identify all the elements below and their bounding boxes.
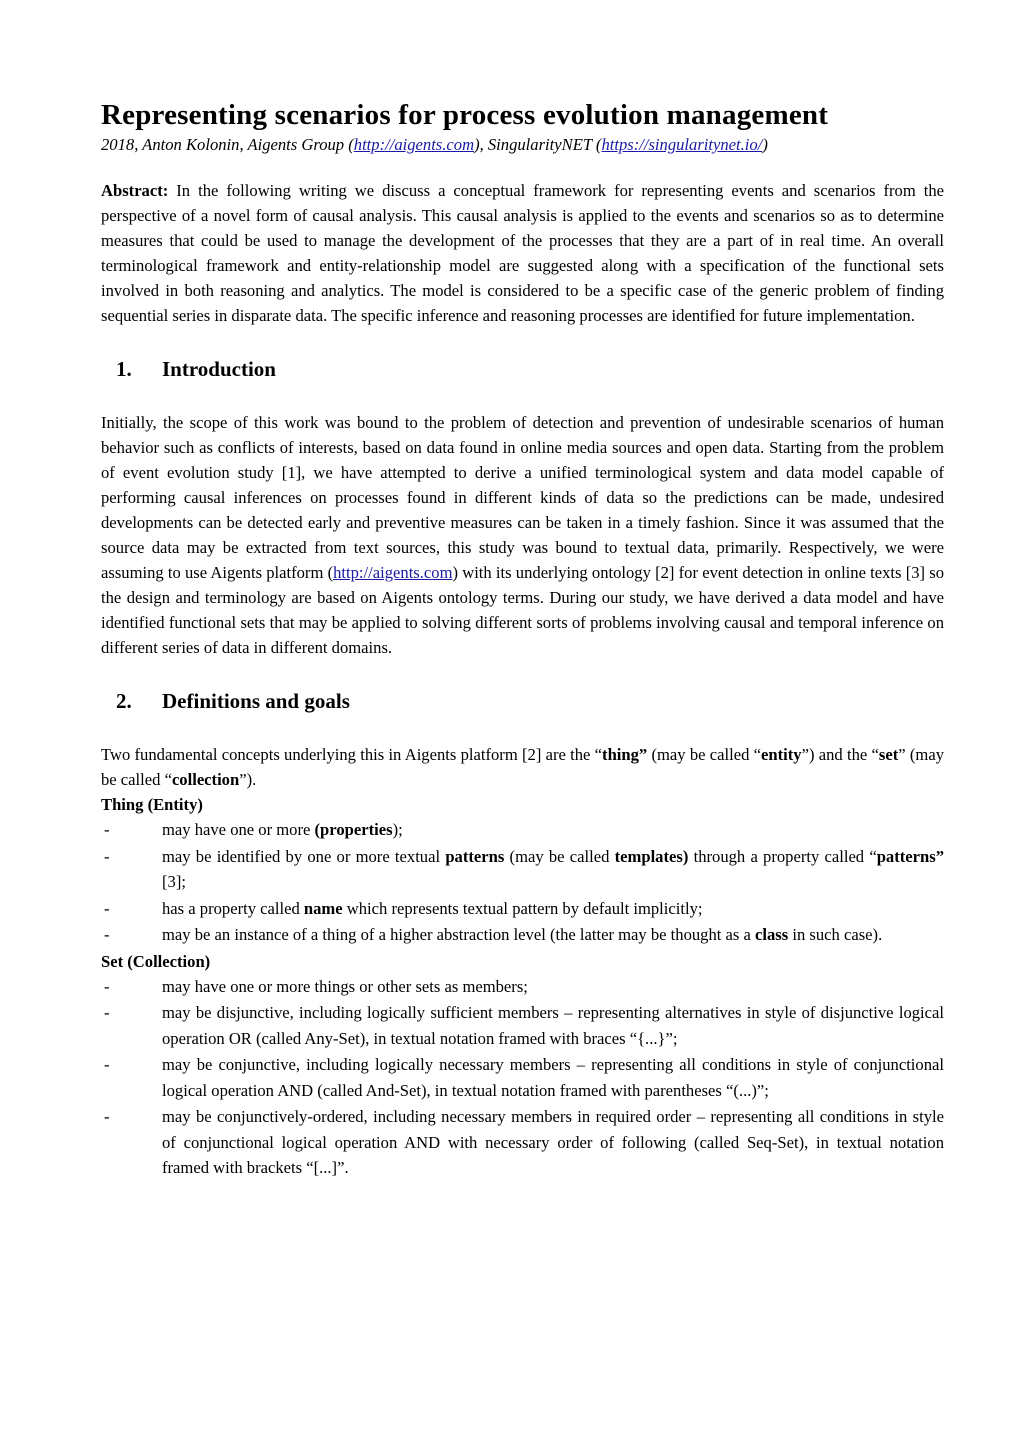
dash-bullet-icon: - (104, 898, 110, 918)
text-run: ); (392, 820, 403, 839)
term-templates: templates) (614, 846, 689, 866)
dash-bullet-icon: - (104, 1055, 110, 1074)
byline (101, 134, 944, 156)
term-patterns: patterns (445, 846, 505, 866)
list-item-text: may have one or more things or other sets as members; (162, 976, 528, 996)
list-item-text: may be conjunctively-ordered, including necessary members in required order – representing all conditions in style of conjunctional logical operation AND with necessary order of following (called Seq-Set), in textual notation framed with brackets “[...]”. (162, 1107, 944, 1177)
text-run: ” (may be called “ (101, 745, 944, 789)
document-title: Representing scenarios for process evolution management (101, 99, 829, 131)
dash-bullet-icon: - (104, 820, 110, 839)
list-item (101, 974, 944, 1000)
abstract (101, 178, 944, 328)
intro-text-part2: ) with its underlying ontology [2] for event detection in online texts [3] so the design and terminology are based on Aigents ontology terms. During our study, we have derived a data model and have identified functional sets that may be applied to solving different sorts of problems involving causal and temporal inference on different series of data in different domains. (101, 563, 944, 657)
text-run: may be identified by one or more textual (162, 846, 446, 866)
term-name: name (303, 898, 343, 918)
intro-text-part1: Initially, the scope of this work was bound to the problem of detection and prevention of undesirable scenarios of human behavior such as conflicts of interests, based on data found in online media sources and open data. Starting from the problem of event evolution study [1], we have attempted to derive a unified terminological system and data model capable of performing causal inferences on processes found in different kinds of data so the predictions can be made, undesired developments can be detected early and preventive measures can be taken in a timely fashion. Since it was assumed that the source data may be extracted from text sources, this study was bound to textual data, primarily. Respectively, we were assuming to use Aigents platform ( (101, 413, 944, 582)
text-run: which represents textual pattern by default implicitly; (342, 898, 703, 918)
term-set: set (878, 745, 899, 764)
dash-bullet-icon: - (104, 976, 110, 996)
text-run: ”). (239, 770, 257, 789)
thing-properties-list (101, 817, 944, 948)
text-run: through a property called “ (688, 846, 877, 866)
text-run: has a property called (162, 898, 304, 918)
text-run: [3]; (162, 872, 186, 891)
dash-bullet-icon: - (104, 1107, 110, 1126)
thing-entity-heading: Thing (Entity) (101, 795, 203, 814)
term-class: class (755, 925, 789, 944)
text-run: ”) and the “ (801, 745, 879, 764)
byline-prefix: 2018, Anton Kolonin, Aigents Group ( (101, 135, 354, 154)
term-entity: entity (761, 745, 802, 764)
list-item (101, 896, 944, 922)
text-run: Two fundamental concepts underlying this in Aigents platform [2] are the “ (101, 745, 603, 764)
aigents-inline-link[interactable]: http://aigents.com (333, 563, 453, 582)
text-run: may have one or more (162, 820, 315, 839)
definitions-intro-paragraph (101, 742, 944, 792)
section-title: Definitions and goals (162, 689, 350, 713)
term-properties: (properties (314, 820, 393, 839)
dash-bullet-icon: - (104, 1003, 110, 1022)
list-item (101, 1104, 944, 1181)
dash-bullet-icon: - (104, 925, 110, 944)
section-heading-introduction (101, 355, 944, 383)
text-run: may be an instance of a thing of a higher abstraction level (the latter may be thought as a (162, 925, 756, 944)
byline-suffix: ) (762, 135, 768, 154)
term-collection: collection (171, 770, 240, 789)
term-patterns-property: patterns” (876, 846, 944, 866)
aigents-link[interactable]: http://aigents.com (353, 135, 475, 154)
text-run: (may be called “ (647, 745, 762, 764)
section-number: 2. (116, 689, 132, 713)
document-page (101, 96, 944, 1182)
dash-bullet-icon: - (104, 846, 110, 866)
list-item-text: may be conjunctive, including logically necessary members – representing all conditions in style of conjunctional logical operation AND (called And-Set), in textual notation framed with parentheses “(...)”; (162, 1055, 944, 1100)
text-run: in such case). (788, 925, 883, 944)
abstract-label: Abstract: (101, 181, 169, 200)
set-collection-heading: Set (Collection) (101, 951, 211, 971)
list-item (101, 1000, 944, 1051)
list-item (101, 844, 944, 895)
abstract-text: In the following writing we discuss a conceptual framework for representing events and scenarios from the perspective of a novel form of causal analysis. This causal analysis is applied to the events and scenarios so as to determine measures that could be used to manage the development of the processes that they are a part of in real time. An overall terminological framework and entity-relationship model are suggested along with a specification of the functional sets involved in both reasoning and analytics. The model is considered to be a specific case of the generic problem of finding sequential series in disparate data. The specific inference and reasoning processes are identified for future implementation. (101, 181, 944, 325)
list-item-text: may be disjunctive, including logically sufficient members – representing alternatives in style of disjunctive logical operation OR (called Any-Set), in textual notation framed with braces “{...}”; (162, 1003, 944, 1048)
list-item (101, 817, 944, 843)
byline-middle: ), SingularityNET ( (474, 135, 602, 154)
list-item (101, 1052, 944, 1103)
section-heading-definitions (101, 687, 944, 715)
section-title: Introduction (162, 357, 276, 381)
section-number: 1. (116, 357, 132, 381)
text-run: (may be called (504, 846, 615, 866)
list-item (101, 922, 944, 948)
set-properties-list (101, 974, 944, 1181)
term-thing: thing” (602, 745, 648, 764)
introduction-paragraph (101, 410, 944, 660)
singularitynet-link[interactable]: https://singularitynet.io/ (601, 135, 763, 154)
